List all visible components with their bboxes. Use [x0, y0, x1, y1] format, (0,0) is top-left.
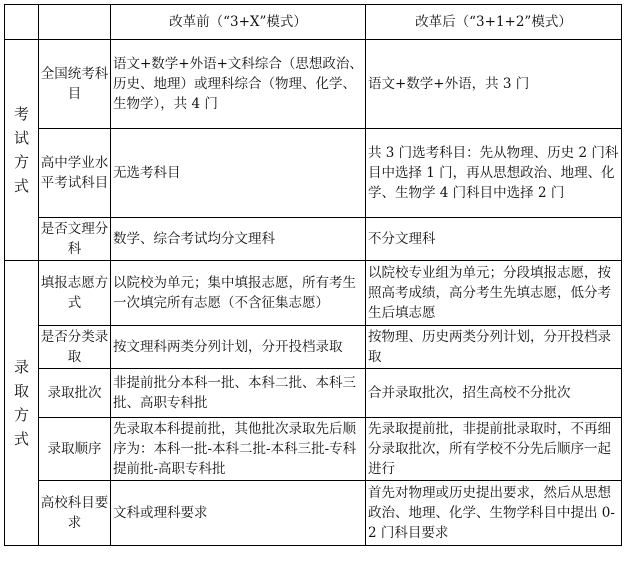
row-label: 录取批次 — [39, 369, 111, 418]
table-row — [5, 40, 622, 129]
row-label: 高校科目要求 — [39, 481, 111, 546]
header-blank-item — [39, 5, 111, 40]
category-char: 式 — [13, 177, 29, 195]
reform-comparison-table — [4, 4, 622, 546]
row-label: 录取顺序 — [39, 418, 111, 481]
table-row — [5, 369, 622, 418]
cell-before: 非提前批分本科一批、本科二批、本科三批、高职专科批 — [111, 369, 366, 418]
table-row — [5, 218, 622, 261]
category-exam-method — [5, 40, 39, 261]
cell-before: 文科或理科要求 — [111, 481, 366, 546]
cell-after: 共 3 门选考科目：先从物理、历史 2 门科目中选择 1 门，再从思想政治、地理、化学、生物学 4 门科目中选择 2 门 — [366, 129, 622, 218]
table-row — [5, 481, 622, 546]
cell-after: 以院校专业组为单元；分段填报志愿，按照高考成绩，高分考生先填志愿，低分考生后填志愿 — [366, 261, 622, 326]
row-label: 是否文理分科 — [39, 218, 111, 261]
cell-after: 先录取提前批，非提前批录取时，不再细分录取批次，所有学校不分先后顺序一起进行 — [366, 418, 622, 481]
row-label: 全国统考科目 — [39, 40, 111, 129]
cell-after: 合并录取批次，招生高校不分批次 — [366, 369, 622, 418]
table-row — [5, 129, 622, 218]
table-row — [5, 261, 622, 326]
category-char: 式 — [13, 430, 29, 448]
cell-after: 不分文理科 — [366, 218, 622, 261]
table-container — [4, 4, 622, 546]
category-char: 试 — [13, 129, 29, 147]
header-row — [5, 5, 622, 40]
header-after-reform: 改革后（“3+1+2”模式） — [366, 5, 622, 40]
header-blank-category — [5, 5, 39, 40]
cell-before: 先录取本科提前批，其他批次录取先后顺序为：本科一批-本科二批-本科三批-专科提前批-高职专科批 — [111, 418, 366, 481]
cell-before: 以院校为单元；集中填报志愿，所有考生一次填完所有志愿（不含征集志愿） — [111, 261, 366, 326]
row-label: 填报志愿方式 — [39, 261, 111, 326]
category-char: 录 — [13, 358, 29, 376]
cell-before: 无选考科目 — [111, 129, 366, 218]
cell-before: 数学、综合考试均分文理科 — [111, 218, 366, 261]
row-label: 高中学业水平考试科目 — [39, 129, 111, 218]
cell-after: 语文+数学+外语，共 3 门 — [366, 40, 622, 129]
category-char: 取 — [13, 382, 29, 400]
category-char: 方 — [13, 406, 29, 424]
category-admission-method — [5, 261, 39, 546]
table-row — [5, 326, 622, 369]
cell-before: 按文理科两类分列计划，分开投档录取 — [111, 326, 366, 369]
cell-before: 语文+数学+外语+文科综合（思想政治、历史、地理）或理科综合（物理、化学、生物学），共 4 门 — [111, 40, 366, 129]
table-row — [5, 418, 622, 481]
category-char: 考 — [13, 105, 29, 123]
cell-after: 首先对物理或历史提出要求，然后从思想政治、地理、化学、生物学科目中提出 0-2 门科目要求 — [366, 481, 622, 546]
row-label: 是否分类录取 — [39, 326, 111, 369]
header-before-reform: 改革前（“3+X”模式） — [111, 5, 366, 40]
category-char: 方 — [13, 153, 29, 171]
cell-after: 按物理、历史两类分列计划，分开投档录取 — [366, 326, 622, 369]
